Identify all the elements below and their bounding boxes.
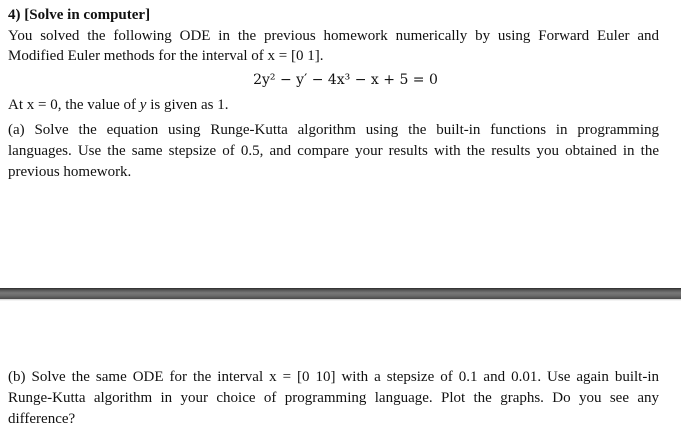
section-divider-shadow [0,299,681,301]
initial-condition [8,96,229,115]
section-divider [0,288,681,299]
part-b-line-3: difference? [8,411,76,427]
initial-condition-variable: y [139,97,147,113]
initial-condition-prefix: At x = 0, the value of [8,97,140,113]
problem-intro-line-2: Modified Euler methods for the interval of x = [0 1]. [8,48,324,64]
part-b-line-2: Runge-Kutta algorithm in your choice of programming language. Plot the graphs. Do you see any [8,390,659,406]
part-a-line-1: (a) Solve the equation using Runge-Kutta algorithm using the built-in functions in programming [8,122,659,138]
problem-heading: 4) [Solve in computer] [8,7,151,23]
part-b-line-1: (b) Solve the same ODE for the interval x = [0 10] with a stepsize of 0.1 and 0.01. Use again built-in [8,369,659,385]
ode-equation: 2y² − y′ − 4x³ − x + 5 = 0 [253,72,438,88]
part-a-line-2: languages. Use the same stepsize of 0.5, and compare your results with the results you obtained in the [8,143,659,159]
initial-condition-suffix: is given as 1. [146,97,229,113]
part-a-line-3: previous homework. [8,164,132,180]
problem-intro-line-1: You solved the following ODE in the previous homework numerically by using Forward Euler and [8,28,659,44]
